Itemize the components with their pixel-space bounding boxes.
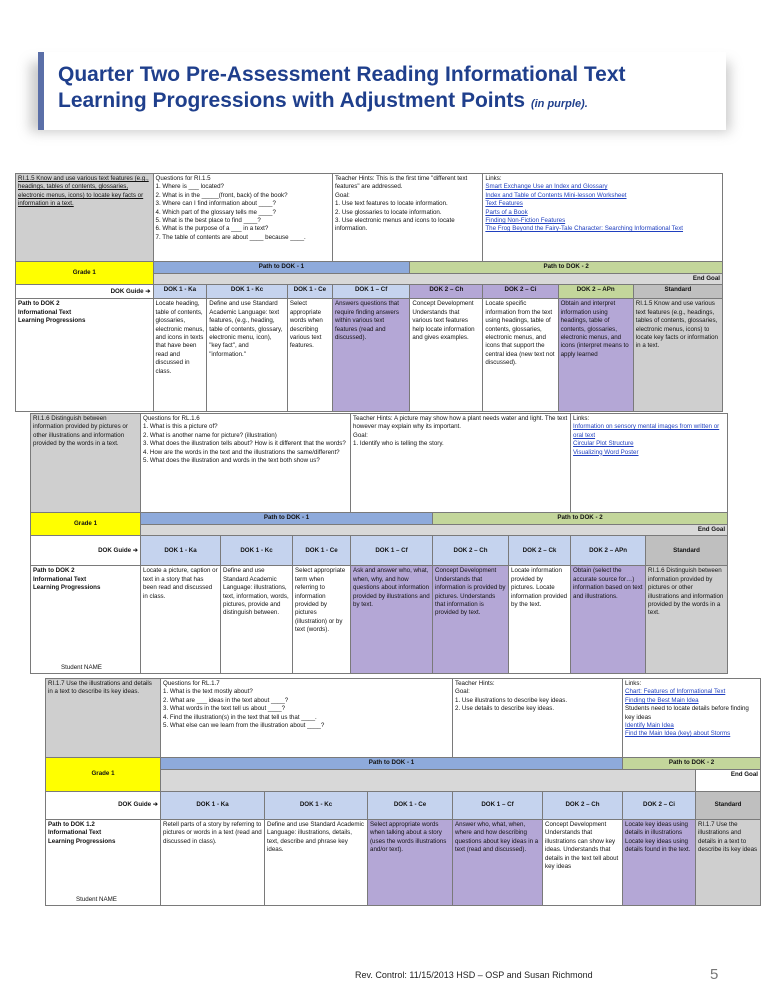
progressions-line: Informational Text <box>18 308 72 316</box>
dok-cell: Define and use Standard Academic Language: illustrations, text, information, words, pictures, provide and distinguish between. <box>221 566 293 674</box>
resource-link[interactable]: Identify Main Idea <box>625 722 674 730</box>
dok-guide-label <box>31 536 141 566</box>
dok-cell: Define and use Standard Academic Language: illustrations, details, text, describe and phrase key ideas. <box>265 820 368 906</box>
question-line: 2. What is in the _____(front, back) of the book? <box>155 191 288 199</box>
dok-guide-label <box>46 792 161 820</box>
hint-line: 1. Identify who is telling the story. <box>353 440 444 448</box>
hint-line: 3. Use electronic menus and icons to locate information. <box>334 217 455 233</box>
standard-goal-cell: RI.1.6 Distinguish between information provided by pictures or other illustrations and information provided by the words in a text. <box>646 566 728 674</box>
resource-link[interactable]: Information on sensory mental images from written or oral text <box>573 423 720 439</box>
dok-cell: Locate a picture, caption or text in a story that has been read and discussed in class. <box>141 566 221 674</box>
links-label: Links: <box>485 175 502 182</box>
dok-header: DOK 1 - Ce <box>293 536 351 566</box>
path-dok2-header: Path to DOK - 2 <box>410 262 723 274</box>
hint-line: Goal: <box>334 191 350 199</box>
title-line-1: Quarter Two Pre-Assessment Reading Informational Text <box>58 63 626 86</box>
dok-header: DOK 1 – Cf <box>332 285 409 299</box>
links-note: Students need to locate details before finding key ideas <box>625 705 749 721</box>
dok-guide-label <box>16 285 154 299</box>
dok-guide-text: DOK Guide <box>98 546 132 554</box>
questions-cell <box>161 679 453 758</box>
dok-cell: Locate heading, table of contents, glossaries, electronic menus, and icons in texts that have been read and discussed in class. <box>153 299 207 412</box>
question-line: 3. What words in the text tell us about ____? <box>163 705 286 713</box>
resource-link[interactable]: Finding the Best Main Idea <box>625 696 699 704</box>
hint-line: Goal: <box>353 431 368 439</box>
question-line: 1. What is the text mostly about? <box>163 688 253 696</box>
teacher-hints-cell <box>332 174 482 262</box>
dok-cell: Locate information provided by pictures. Locate information provided by the text. <box>509 566 571 674</box>
progressions-label <box>16 299 154 412</box>
dok-header: DOK 1 - Ka <box>141 536 221 566</box>
questions-cell <box>153 174 332 262</box>
dok-cell-adjustment: Answer who, what, when, where and how describing questions about key ideas in a text (read and discussed). <box>453 820 543 906</box>
links-label: Links: <box>625 680 642 687</box>
resource-link[interactable]: Text Features <box>485 200 523 208</box>
dok-cell-adjustment: Obtain (select the accurate source for…) information based on text and illustrations. <box>571 566 646 674</box>
end-goal-label: End Goal <box>696 770 761 792</box>
links-cell <box>571 414 728 513</box>
dok-header: DOK 2 – Ch <box>410 285 483 299</box>
question-line: 4. How are the words in the text and the illustrations the same/different? <box>143 448 340 456</box>
question-line: 4. Which part of the glossary tells me ____? <box>155 208 276 216</box>
dok-header: DOK 2 – Ci <box>483 285 558 299</box>
standard-goal-cell: RI.1.7 Use the illustrations and details in a text to describe its key ideas <box>696 820 761 906</box>
resource-link[interactable]: Index and Table of Contents Mini-lesson Worksheet <box>485 191 627 199</box>
dok-header: DOK 1 - Kc <box>221 536 293 566</box>
dok-cell-adjustment: Locate key ideas using details in illustrations Locate key ideas using details found in the text. <box>623 820 696 906</box>
progressions-line: Learning Progressions <box>33 584 101 592</box>
grade-cell: Grade 1 <box>46 758 161 792</box>
end-goal-spacer <box>161 770 696 792</box>
resource-link[interactable]: Find the Main Idea (key) about Storms <box>625 730 731 738</box>
question-line: 7. The table of contents are about ____ because ____. <box>155 233 306 241</box>
title-line-2-text: Learning Progressions with Adjustment Points <box>58 89 526 112</box>
question-line: 3. Where can I find information about ____? <box>155 200 276 208</box>
standard-header: Standard <box>633 285 722 299</box>
links-label: Links: <box>573 415 590 422</box>
standard-cell <box>46 679 161 758</box>
title-line-2 <box>58 88 712 117</box>
hint-line: Teacher Hints: This is the first time "different text features" are addressed. <box>334 175 468 191</box>
resource-link[interactable]: Finding Non-Fiction Features <box>485 217 566 225</box>
question-line: Questions for RI.1.5 <box>155 175 211 182</box>
question-line: 3. What does the illustration tells about? How is it different that the words? <box>143 440 346 448</box>
title-subnote: (in purple). <box>530 98 588 110</box>
dok-guide-text: DOK Guide <box>110 287 144 295</box>
path-dok2-header: Path to DOK - 2 <box>433 513 728 525</box>
dok-header: DOK 1 - Kc <box>265 792 368 820</box>
student-name-label: Student NAME <box>76 895 117 903</box>
resource-link[interactable]: Smart Exchange Use an Index and Glossary <box>485 183 608 191</box>
progressions-line: Path to DOK 2 <box>33 567 75 575</box>
path-dok2-header: Path to DOK - 2 <box>623 758 761 770</box>
question-line: 5. What else can we learn from the illustration about ____? <box>163 722 325 730</box>
dok-cell-adjustment: Answers questions that require finding answers within various text features (read and discussed). <box>332 299 409 412</box>
dok-cell-adjustment: Select appropriate words when talking about a story (uses the words illustrations and/or text). <box>368 820 453 906</box>
question-line: 5. What does the illustration and words in the text both show us? <box>143 457 320 465</box>
standard-goal-cell: RI.1.5 Know and use various text features (e.g., headings, tables of contents, glossaries, electronic menus, icons) to locate key facts or information in a text. <box>633 299 722 412</box>
path-dok1-header: Path to DOK - 1 <box>153 262 410 274</box>
standard-header: Standard <box>696 792 761 820</box>
progressions-label <box>46 820 161 906</box>
question-line: 6. What is the purpose of a ___ in a text? <box>155 225 269 233</box>
dok-header: DOK 2 – Ch <box>433 536 509 566</box>
resource-link[interactable]: Parts of a Book <box>485 208 528 216</box>
dok-cell: Concept Development Understands that illustrations can show key ideas. Understands that details in the text tell about key ideas <box>543 820 623 906</box>
hint-line: Goal: <box>455 688 470 696</box>
dok-cell-adjustment: Ask and answer who, what, when, why, and how questions about information provided by illustrations and by text. <box>351 566 433 674</box>
dok-cell: Concept Development Understands that various text features help locate information and gives examples. <box>410 299 483 412</box>
question-line: 4. Find the illustration(s) in the text that tell us that ____. <box>163 713 317 721</box>
question-line: 1. Where is ___ located? <box>155 183 224 191</box>
dok-header: DOK 1 - Ce <box>368 792 453 820</box>
grade-cell: Grade 1 <box>16 262 154 285</box>
questions-cell <box>141 414 351 513</box>
resource-link[interactable]: Chart: Features of Informational Text <box>625 688 726 696</box>
dok-header: DOK 2 – APn <box>558 285 633 299</box>
dok-cell-adjustment: Obtain and interpret information using headings, table of contents, glossaries, electronic menus, and icons (interpret means to apply learned <box>558 299 633 412</box>
resource-link[interactable]: Visualizing Word Poster <box>573 448 639 456</box>
dok-header: DOK 1 – Cf <box>351 536 433 566</box>
hint-line: Teacher Hints: A picture may show how a plant needs water and light. The text however may explain why its important. <box>353 415 568 431</box>
progression-table-ri-1-6 <box>30 413 728 674</box>
question-line: 1. What is this a picture of? <box>143 423 218 431</box>
title-banner <box>38 52 726 130</box>
progression-table-ri-1-7 <box>45 678 761 906</box>
dok-cell: Select appropriate words when describing various text features. <box>287 299 332 412</box>
progression-table-ri-1-5 <box>15 173 723 412</box>
arrow-right-icon: ➔ <box>145 287 151 295</box>
dok-header: DOK 1 - Ka <box>161 792 265 820</box>
dok-header: DOK 2 – Ci <box>623 792 696 820</box>
hint-line: 1. Use illustrations to describe key ideas. <box>455 696 568 704</box>
dok-header: DOK 2 – Ck <box>509 536 571 566</box>
question-line: 5. What is the best place to find ____? <box>155 217 261 225</box>
standard-cell <box>16 174 154 262</box>
progressions-label <box>31 566 141 674</box>
teacher-hints-cell <box>351 414 571 513</box>
resource-link[interactable]: Circular Plot Structure <box>573 440 634 448</box>
dok-header: DOK 2 – APn <box>571 536 646 566</box>
dok-header: DOK 1 – Cf <box>453 792 543 820</box>
standard-text: RI.1.7 Use the illustrations and details in a text to describe its key ideas. <box>48 680 152 696</box>
end-goal-label: End Goal <box>141 525 728 536</box>
question-line: 2. What are ___ ideas in the text about ____? <box>163 696 289 704</box>
dok-header: DOK 1 - Ce <box>287 285 332 299</box>
page-number: 5 <box>710 966 719 983</box>
progressions-line: Path to DOK 2 <box>18 300 60 308</box>
student-name-label: Student NAME <box>61 664 102 671</box>
revision-footer: Rev. Control: 11/15/2013 HSD – OSP and Susan Richmond <box>355 970 593 980</box>
progressions-line: Learning Progressions <box>48 837 116 845</box>
path-dok1-header: Path to DOK - 1 <box>141 513 433 525</box>
teacher-hints-cell <box>453 679 623 758</box>
dok-cell: Retell parts of a story by referring to pictures or words in a text (read and discussed in class). <box>161 820 265 906</box>
grade-cell: Grade 1 <box>31 513 141 536</box>
question-line: Questions for RL.1.7 <box>163 680 220 687</box>
standard-header: Standard <box>646 536 728 566</box>
dok-header: DOK 2 – Ch <box>543 792 623 820</box>
dok-cell: Select appropriate term when referring to information provided by pictures (illustration) or by text (words). <box>293 566 351 674</box>
links-cell <box>623 679 761 758</box>
hint-line: 1. Use text features to locate information. <box>334 200 448 208</box>
dok-cell: Locate specific information from the text using headings, table of contents, glossaries, electronic menus, and icons that support the central idea (new text not discussed). <box>483 299 558 412</box>
progressions-line: Learning Progressions <box>18 317 86 325</box>
arrow-right-icon: ➔ <box>132 546 138 554</box>
arrow-right-icon: ➔ <box>152 801 158 809</box>
question-line: Questions for RL.1.6 <box>143 415 200 422</box>
progressions-line: Informational Text <box>48 829 102 837</box>
dok-cell: Define and use Standard Academic Language: text features, (e.g., heading, table of contents, glossary, electronic menu, icon), "key fact", and "information." <box>207 299 288 412</box>
resource-link[interactable]: The Frog Beyond the Fairy-Tale Character: Searching Informational Text <box>485 225 684 233</box>
dok-header: DOK 1 - Kc <box>207 285 288 299</box>
progressions-line: Path to DOK 1.2 <box>48 821 95 828</box>
dok-header: DOK 1 - Ka <box>153 285 207 299</box>
links-cell <box>483 174 723 262</box>
dok-guide-text: DOK Guide <box>118 801 152 809</box>
standard-text: RI.1.6 Distinguish between information provided by pictures or other illustrations and information provided by the words in a text. <box>33 415 128 448</box>
hint-line: 2. Use glossaries to locate information. <box>334 208 442 216</box>
end-goal-label: End Goal <box>153 274 722 285</box>
question-line: 2. What is another name for picture? (illustration) <box>143 431 277 439</box>
path-dok1-header: Path to DOK - 1 <box>161 758 623 770</box>
standard-text: RI.1.5 Know and use various text features (e.g., headings, tables of contents, glossaries, electronic menus, icons) to locate key facts or information in a text. <box>18 175 149 208</box>
hint-line: 2. Use details to describe key ideas. <box>455 705 555 713</box>
progressions-line: Informational Text <box>33 575 87 583</box>
dok-cell-adjustment: Concept Development Understands that information is provided by pictures. Understands that information is provided by text. <box>433 566 509 674</box>
standard-cell <box>31 414 141 513</box>
hint-line: Teacher Hints: <box>455 680 495 687</box>
